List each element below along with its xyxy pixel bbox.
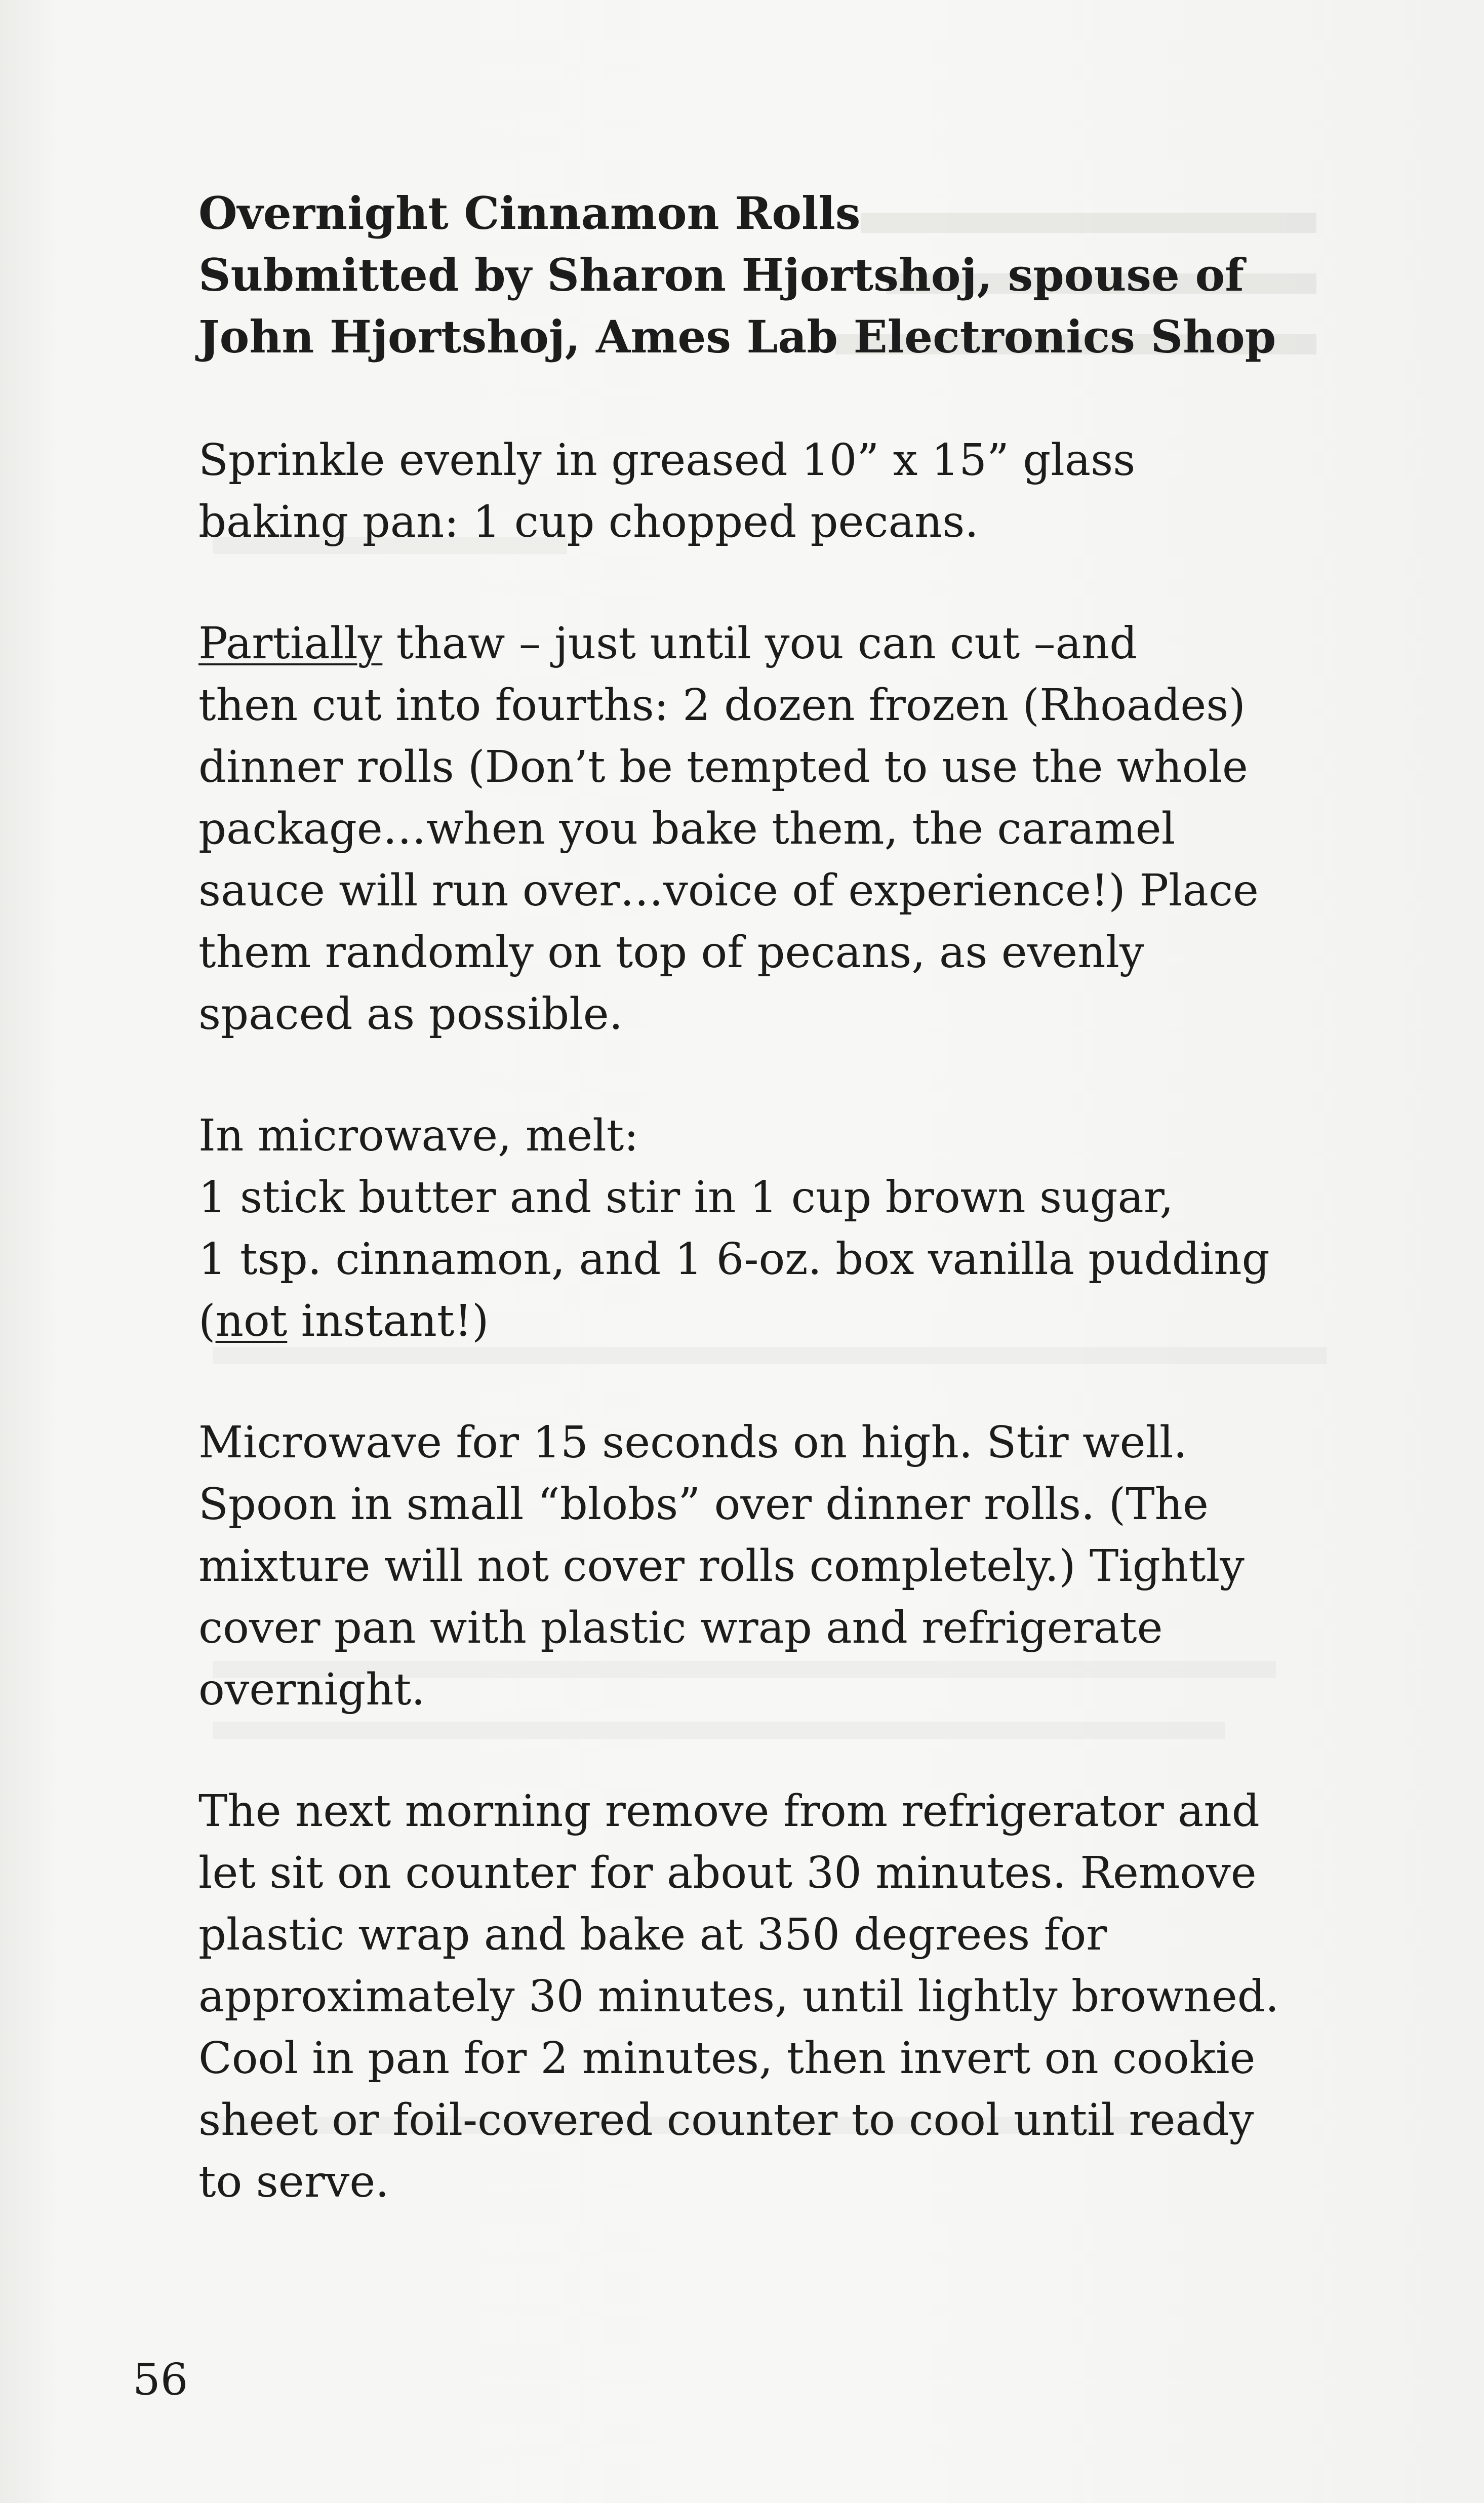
text-line: approximately 30 minutes, until lightly browned. [198, 1971, 1279, 2022]
text-line: them randomly on top of pecans, as evenly [198, 927, 1144, 978]
step-microwave-spoon [198, 1412, 1363, 1721]
text-line: 1 stick butter and stir in 1 cup brown sugar, [198, 1172, 1174, 1223]
underlined-word: Partially [198, 618, 383, 669]
text-line: sauce will run over…voice of experience!) Place [198, 865, 1259, 916]
text-fragment: instant!) [287, 1296, 489, 1346]
text-line: mixture will not cover rolls completely.) Tightly [198, 1541, 1245, 1592]
text-line: In microwave, melt: [198, 1110, 639, 1161]
text-line: Sprinkle evenly in greased 10” x 15” glass [198, 435, 1136, 486]
text-line: sheet or foil-covered counter to cool until ready [198, 2095, 1254, 2146]
text-line: then cut into fourths: 2 dozen frozen (Rhoades) [198, 680, 1246, 731]
text-line: The next morning remove from refrigerator and [198, 1786, 1260, 1837]
text-fragment: thaw – just until you can cut –and [382, 618, 1138, 669]
text-line: to serve. [198, 2157, 389, 2207]
recipe-title: Overnight Cinnamon Rolls [198, 187, 861, 240]
text-line: overnight. [198, 1664, 425, 1715]
text-line: Spoon in small “blobs” over dinner rolls. (The [198, 1479, 1209, 1530]
text-line: let sit on counter for about 30 minutes. Remove [198, 1848, 1257, 1898]
text-line: dinner rolls (Don’t be tempted to use the whole [198, 742, 1248, 792]
text-line: baking pan: 1 cup chopped pecans. [198, 497, 979, 547]
text-line: plastic wrap and bake at 350 degrees for [198, 1910, 1107, 1960]
step-bake [198, 1780, 1363, 2213]
text-line [198, 613, 1363, 674]
underlined-word: not [215, 1296, 288, 1346]
page-number: 56 [133, 2355, 188, 2405]
text-line: package…when you bake them, the caramel [198, 804, 1176, 854]
step-pecans [198, 429, 1363, 553]
recipe-title-block [198, 182, 1363, 368]
text-line: 1 tsp. cinnamon, and 1 6-oz. box vanilla pudding [198, 1234, 1270, 1285]
recipe-submitter-affiliation: John Hjortshoj, Ames Lab Electronics Shop [198, 310, 1276, 363]
text-line: Cool in pan for 2 minutes, then invert on cookie [198, 2033, 1256, 2084]
text-line: cover pan with plastic wrap and refrigerate [198, 1603, 1163, 1653]
text-line: Microwave for 15 seconds on high. Stir well. [198, 1417, 1187, 1468]
step-microwave-melt [198, 1105, 1363, 1352]
step-thaw-rolls [198, 613, 1363, 1045]
recipe-submitter: Submitted by Sharon Hjortshoj, spouse of [198, 249, 1245, 301]
text-fragment: ( [198, 1296, 216, 1346]
recipe-content [198, 182, 1363, 2273]
text-line: spaced as possible. [198, 989, 623, 1040]
text-line [198, 1290, 1363, 1352]
